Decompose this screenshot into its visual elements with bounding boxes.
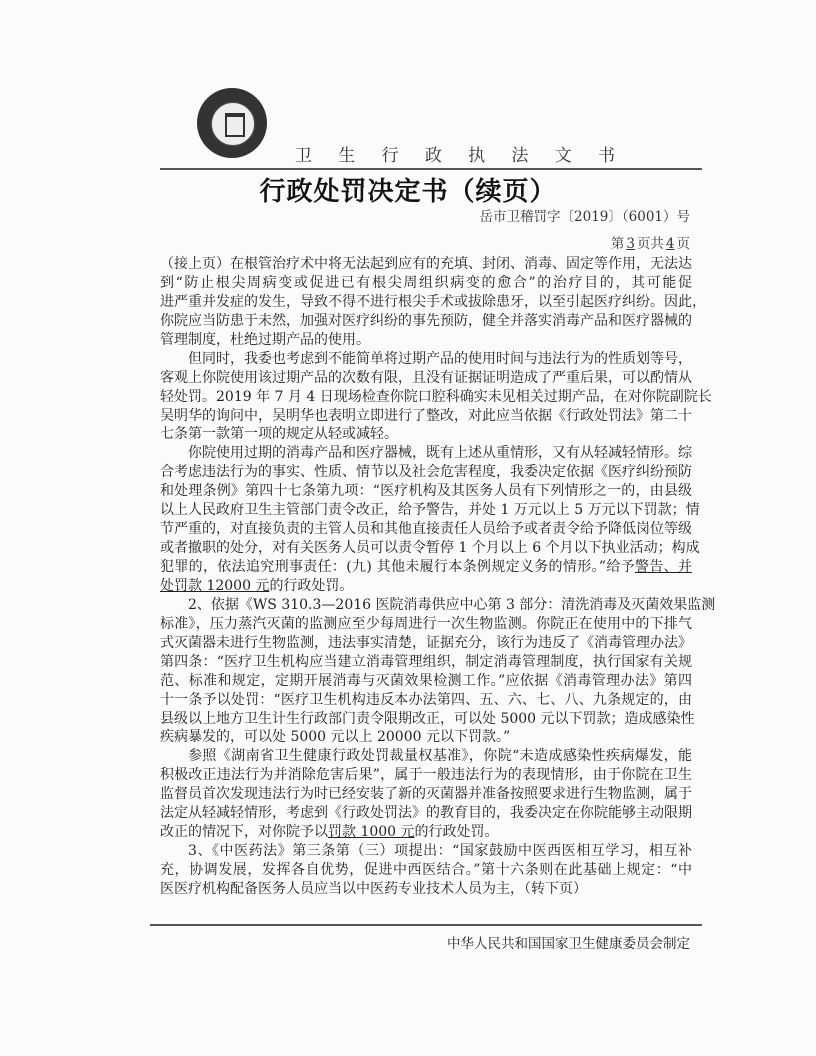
paragraph-3-line: [160, 463, 692, 482]
line-text: 进严重并发症的发生，导致不得不进行根尖手术或拔除患牙，以至引起医疗纠纷。因此，: [160, 293, 706, 310]
line-text: 疾病暴发的，可以处 5000 元以上 20000 元以下罚款。”: [160, 729, 511, 746]
line-text: 医医疗机构配备医务人员应当以中医药专业技术人员为主，（转下页）: [160, 880, 587, 897]
paragraph-4-line: [160, 596, 716, 615]
underlined-penalty-text: 警告、并: [635, 559, 692, 575]
page-current: 3: [626, 236, 635, 252]
paragraph-1-line: [160, 274, 692, 293]
line-text: 合考虑违法行为的事实、性质、情节以及社会危害程度，我委决定依据《医疗纠纷预防: [160, 464, 692, 481]
line-text: 式灭菌器未进行生物监测，违法事实清楚，证据充分，该行为违反了《消毒管理办法》: [160, 634, 692, 651]
page-title: 行政处罚决定书（续页）: [259, 177, 557, 207]
health-inspection-seal-logo: [197, 88, 267, 158]
paragraph-5-line: [160, 823, 692, 842]
line-text: 标准》，压力蒸汽灭菌的监测应至少每周进行一次生物监测。你院正在使用中的下排气: [160, 615, 692, 632]
document-body: [160, 255, 716, 899]
page-indicator: [611, 232, 690, 252]
footer-divider: [150, 924, 702, 926]
line-text: 你院应当防患于未然，加强对医疗纠纷的事先预防，健全并落实消毒产品和医疗器械的: [160, 312, 692, 329]
paragraph-6-line: [160, 842, 692, 861]
line-text: 2、依据《WS 310.3—2016 医院消毒供应中心第 3 部分：清洗消毒及灭菌效果监测: [188, 596, 716, 613]
paragraph-2-line: [160, 425, 692, 444]
series-char: 行: [381, 146, 399, 166]
line-text: 法定从轻减轻情形，考虑到《行政处罚法》的教育目的，我委决定在你院能够主动限期: [160, 805, 692, 822]
paragraph-5-line: [160, 747, 692, 766]
line-text: 管理制度，杜绝过期产品的使用。: [160, 331, 370, 348]
page-mid: 页共: [636, 236, 664, 252]
paragraph-1-line: [160, 331, 692, 350]
line-text: 你院使用过期的消毒产品和医疗器械，既有上述从重情形，又有从轻减轻情形。综: [188, 445, 692, 462]
line-text: 轻处罚。2019 年 7 月 4 日现场检查你院口腔科确实未见相关过期产品，在对你院副院长: [160, 388, 712, 405]
series-char: 卫: [295, 146, 312, 166]
page-total: 4: [665, 236, 675, 252]
line-text: 七条第一款第一项的规定从轻或减轻。: [160, 426, 398, 443]
paragraph-6-line: [160, 880, 692, 899]
line-text: 以上人民政府卫生主管部门责令改正，给予警告，并处 1 万元以上 5 万元以下罚款；情: [160, 502, 700, 519]
paragraph-2-line: [160, 407, 692, 426]
paragraph-1-line: [160, 293, 706, 312]
paragraph-4-line: [160, 728, 692, 747]
paragraph-4-line: [160, 615, 692, 634]
line-text: 改正的情况下，对你院予以: [160, 824, 328, 841]
line-text: 充，协调发展，发挥各自优势，促进中西医结合。”第十六条则在此基础上规定：“中: [160, 862, 692, 878]
paragraph-1-line: [160, 255, 692, 274]
series-char: 书: [597, 146, 615, 166]
line-text: 的行政处罚。: [414, 824, 499, 841]
page-suffix: 页: [676, 236, 690, 252]
line-text: 第四条：“医疗卫生机构应当建立消毒管理组织，制定消毒管理制度，执行国家有关规: [160, 653, 692, 670]
paragraph-3-line: [160, 444, 692, 463]
line-text: 范、标准和规定，定期开展消毒与灭菌效果检测工作。”应依据《消毒管理办法》第四: [160, 672, 692, 689]
paragraph-4-line: [160, 672, 692, 691]
paragraph-2-line: [160, 350, 692, 369]
paragraph-4-line: [160, 710, 695, 729]
paragraph-5-line: [160, 804, 692, 823]
series-char: 法: [511, 146, 529, 166]
line-text: 十一条予以处罚：“医疗卫生机构违反本办法第四、五、六、七、八、九条规定的，由: [160, 691, 692, 708]
underlined-penalty-text: 处罚款 12000 元: [160, 577, 270, 594]
underlined-penalty-text: 罚款 1000 元: [328, 824, 415, 841]
paragraph-4-line: [160, 653, 692, 672]
series-char: 生: [338, 146, 356, 166]
series-char: 文: [554, 146, 572, 166]
paragraph-6-line: [160, 861, 692, 880]
paragraph-4-line: [160, 691, 692, 710]
paragraph-1-line: [160, 312, 692, 331]
series-char: 执: [468, 146, 486, 166]
line-text: 参照《湖南省卫生健康行政处罚裁量权基准》，你院“未造成感染性疾病爆发，能: [188, 748, 692, 765]
paragraph-3-line: [160, 482, 692, 501]
line-text: 或者撤职的处分，对有关医务人员可以责令暂停 1 个月以上 6 个月以下执业活动；构成: [160, 540, 700, 557]
document-number: 岳市卫稽罚字〔2019〕（6001）号: [479, 209, 690, 225]
line-text: 的行政处罚。: [269, 577, 354, 594]
paragraph-5-line: [160, 785, 692, 804]
header-divider: [160, 168, 702, 170]
paragraph-2-line: [160, 369, 692, 388]
paragraph-3-line: [160, 558, 692, 577]
paragraph-3-line: [160, 501, 700, 520]
footer-issuer: 中华人民共和国国家卫生健康委员会制定: [447, 936, 690, 952]
line-text: 客观上你院使用该过期产品的次数有限，且没有证据证明造成了严重后果，可以酌情从: [160, 369, 692, 386]
paragraph-5-line: [160, 766, 692, 785]
line-text: 县级以上地方卫生计生行政部门责令限期改正，可以处 5000 元以下罚款；造成感染性: [160, 710, 695, 727]
paragraph-3-line: [160, 520, 692, 539]
line-text: 和处理条例》第四十七条第九项：“医疗机构及其医务人员有下列情形之一的，由县级: [160, 483, 692, 500]
line-text: 3、《中医药法》第三条第（三）项提出：“国家鼓励中医西医相互学习，相互补: [188, 843, 692, 860]
line-text: （接上页）在根管治疗术中将无法起到应有的充填、封闭、消毒、固定等作用，无法达: [160, 256, 692, 272]
line-text: 到“防止根尖周病变或促进已有根尖周组织病变的愈合”的治疗目的，其可能促: [160, 274, 692, 291]
series-char: 政: [424, 146, 442, 166]
line-text: 积极改正违法行为并消除危害后果”，属于一般违法行为的表现情形，由于你院在卫生: [160, 767, 692, 784]
line-text: 吴明华的询问中，吴明华也表明立即进行了整改，对此应当依据《行政处罚法》第二十: [160, 407, 692, 424]
paragraph-2-line: [160, 388, 712, 407]
paragraph-3-line: [160, 577, 692, 596]
document-series-heading: [295, 141, 615, 166]
paragraph-4-line: [160, 634, 692, 653]
line-text: 节严重的，对直接负责的主管人员和其他直接责任人员给予或者责令给予降低岗位等级: [160, 521, 692, 538]
paragraph-3-line: [160, 539, 700, 558]
page-prefix: 第: [610, 236, 625, 252]
seal-emblem: [211, 102, 255, 146]
line-text: 犯罪的，依法追究刑事责任：(九) 其他未履行本条例规定义务的情形。”给予: [160, 559, 636, 575]
line-text: 但同时，我委也考虑到不能简单将过期产品的使用时间与违法行为的性质划等号，: [188, 350, 692, 367]
line-text: 监督员首次发现违法行为时已经安装了新的灭菌器并准备按照要求进行生物监测，属于: [160, 786, 692, 803]
